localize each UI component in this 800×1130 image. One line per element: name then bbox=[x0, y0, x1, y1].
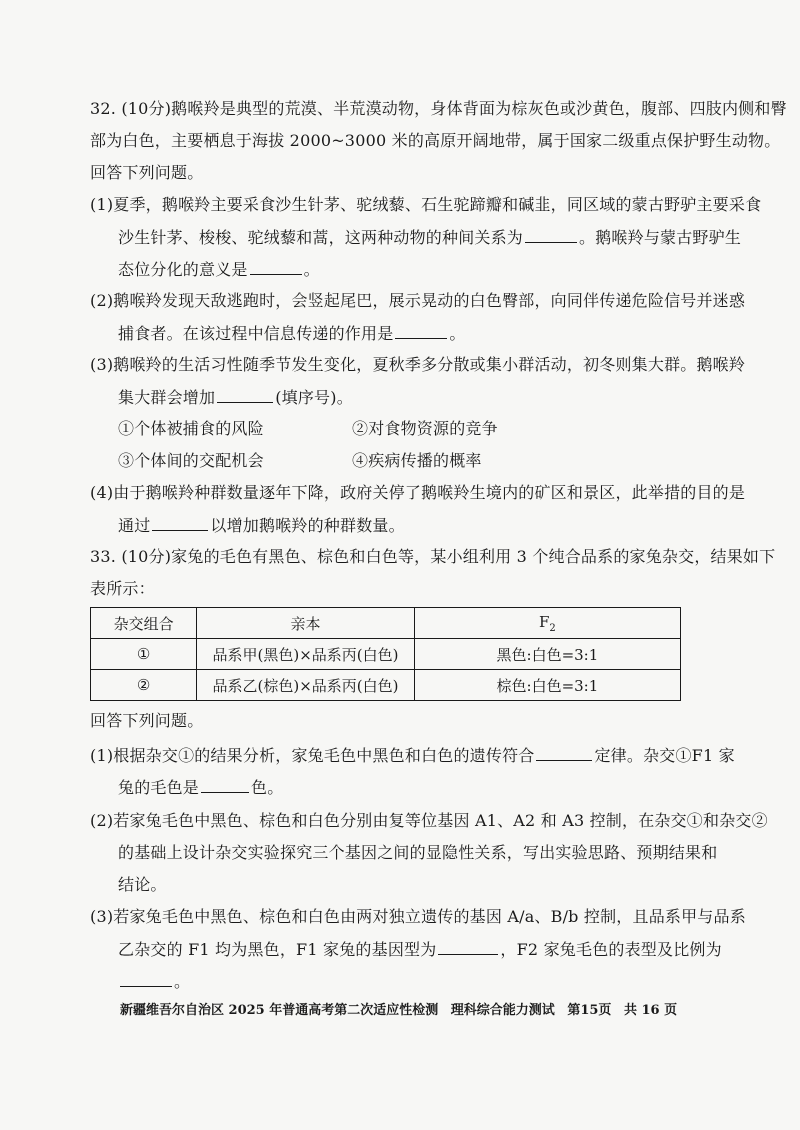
table-cell: 棕色:白色=3:1 bbox=[414, 670, 680, 701]
q32-part1-text-b: 。鹅喉羚与蒙古野驴生 bbox=[579, 228, 742, 247]
q32-part3-text-b: (填序号)。 bbox=[275, 388, 353, 407]
q33-part2-line-2: 的基础上设计杂交实验探究三个基因之间的显隐性关系，写出实验思路、预期结果和 bbox=[118, 843, 718, 862]
table-cell: ② bbox=[91, 670, 197, 701]
footer-total-pages: 共 16 页 bbox=[623, 1003, 678, 1018]
page-footer bbox=[120, 999, 685, 1018]
q32-part1-text-c: 态位分化的意义是 bbox=[118, 260, 248, 279]
table-row bbox=[91, 639, 681, 670]
q33-part2-line-1: (2)若家兔毛色中黑色、棕色和白色分别由复等位基因 A1、A2 和 A3 控制，在杂交①和杂交② bbox=[90, 811, 768, 830]
q32-option-4: ④疾病传播的概率 bbox=[352, 451, 482, 470]
q33-part2-line-3: 结论。 bbox=[118, 875, 167, 894]
q33-header-line-1: 33. (10分)家兔的毛色有黑色、棕色和白色等，某小组利用 3 个纯合品系的家兔杂交，结果如下 bbox=[90, 547, 776, 566]
table-cell: 黑色:白色=3:1 bbox=[414, 639, 680, 670]
answer-blank bbox=[438, 938, 498, 955]
q32-part4-line-1: (4)由于鹅喉羚种群数量逐年下降，政府关停了鹅喉羚生境内的矿区和景区，此举措的目的是 bbox=[90, 483, 746, 502]
q32-part4-text-b: 以增加鹅喉羚的种群数量。 bbox=[210, 516, 405, 535]
footer-page-number: 第15页 bbox=[567, 1003, 612, 1018]
q33-part3-line-1: (3)若家兔毛色中黑色、棕色和白色由两对独立遗传的基因 A/a、B/b 控制，且品系甲与品系 bbox=[90, 907, 746, 926]
q32-header-line-1: 32. (10分)鹅喉羚是典型的荒漠、半荒漠动物，身体背面为棕灰色或沙黄色，腹部、四肢内侧和臀 bbox=[90, 99, 787, 118]
q32-option-1: ①个体被捕食的风险 bbox=[118, 419, 264, 438]
answer-blank bbox=[120, 970, 172, 987]
table-cell: ① bbox=[91, 639, 197, 670]
table-header-row bbox=[91, 608, 681, 639]
q32-part2-line-2 bbox=[118, 322, 466, 345]
q32-header-line-3: 回答下列问题。 bbox=[90, 163, 204, 182]
q32-part4-line-2 bbox=[118, 514, 405, 537]
q32-part3-line-2 bbox=[118, 386, 353, 409]
q32-header-line-2: 部为白色，主要栖息于海拔 2000~3000 米的高原开阔地带，属于国家二级重点保护野生动物。 bbox=[90, 131, 781, 150]
q33-part1-line-1 bbox=[90, 744, 735, 767]
answer-blank bbox=[536, 744, 592, 761]
q33-part3-line-3 bbox=[118, 970, 190, 993]
q33-header-line-2: 表所示： bbox=[90, 579, 155, 598]
q33-part1-text-c: 兔的毛色是 bbox=[118, 778, 200, 797]
q32-part2-text-a: 捕食者。在该过程中信息传递的作用是 bbox=[118, 324, 394, 343]
q32-part2-text-b: 。 bbox=[449, 324, 466, 343]
footer-subject: 理科综合能力测试 bbox=[450, 1003, 555, 1018]
q33-part3-line-2 bbox=[118, 938, 722, 961]
q32-option-2: ②对食物资源的竞争 bbox=[352, 419, 498, 438]
table-header-cell: 杂交组合 bbox=[91, 608, 197, 639]
footer-exam-title: 新疆维吾尔自治区 2025 年普通高考第二次适应性检测 bbox=[120, 1003, 439, 1018]
table-cell: 品系甲(黑色)×品系丙(白色) bbox=[197, 639, 415, 670]
q33-answer-prompt: 回答下列问题。 bbox=[90, 711, 204, 730]
table-cell: 品系乙(棕色)×品系丙(白色) bbox=[197, 670, 415, 701]
q32-part1-text-d: 。 bbox=[303, 260, 320, 279]
answer-blank bbox=[525, 226, 577, 243]
q32-option-3: ③个体间的交配机会 bbox=[118, 451, 264, 470]
q32-part3-line-1: (3)鹅喉羚的生活习性随季节发生变化，夏秋季多分散或集小群活动，初冬则集大群。鹅喉羚 bbox=[90, 355, 746, 374]
q33-part3-text-c: 。 bbox=[174, 972, 191, 991]
cross-results-table bbox=[90, 607, 681, 701]
q33-part1-line-2 bbox=[118, 776, 283, 799]
q32-part1-line-2 bbox=[118, 226, 741, 249]
q33-part3-text-a: 乙杂交的 F1 均为黑色，F1 家兔的基因型为 bbox=[118, 940, 437, 959]
answer-blank bbox=[250, 258, 302, 275]
answer-blank bbox=[152, 514, 208, 531]
table-header-cell: $F_2$ bbox=[414, 608, 680, 639]
q32-part3-text-a: 集大群会增加 bbox=[118, 388, 216, 407]
q32-part1-line-3 bbox=[118, 258, 320, 281]
q33-part1-text-d: 色。 bbox=[251, 778, 284, 797]
q32-part1-line-1: (1)夏季，鹅喉羚主要采食沙生针茅、驼绒藜、石生驼蹄瓣和碱韭，同区域的蒙古野驴主要采食 bbox=[90, 195, 762, 214]
q33-part1-text-a: (1)根据杂交①的结果分析，家兔毛色中黑色和白色的遗传符合 bbox=[90, 746, 535, 765]
q32-part2-line-1: (2)鹅喉羚发现天敌逃跑时，会竖起尾巴，展示晃动的白色臀部，向同伴传递危险信号并迷惑 bbox=[90, 291, 746, 310]
q32-part1-text-a: 沙生针茅、梭梭、驼绒藜和蒿，这两种动物的种间关系为 bbox=[118, 228, 524, 247]
q33-part1-text-b: 定律。杂交①F1 家 bbox=[594, 746, 735, 765]
answer-blank bbox=[395, 322, 447, 339]
answer-blank bbox=[201, 776, 249, 793]
table-header-cell: 亲本 bbox=[197, 608, 415, 639]
q32-part4-text-a: 通过 bbox=[118, 516, 151, 535]
answer-blank bbox=[217, 386, 273, 403]
q33-part3-text-b: ，F2 家兔毛色的表型及比例为 bbox=[500, 940, 722, 959]
table-row bbox=[91, 670, 681, 701]
